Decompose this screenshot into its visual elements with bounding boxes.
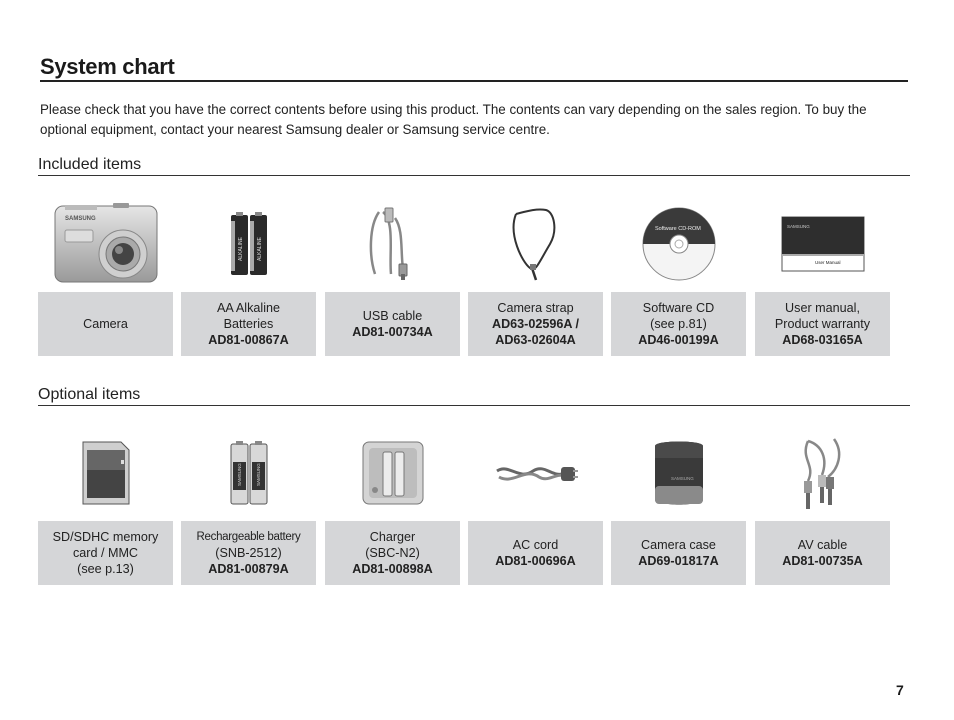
optional-items-heading: Optional items [38,385,910,406]
camera-image [38,196,173,292]
page-title: System chart [40,54,908,82]
optional-item-label: Camera case AD69-01817A [611,521,746,585]
usb-cable-image [325,196,460,292]
included-items-heading: Included items [38,155,910,176]
cd-text: Software CD-ROM [654,226,701,232]
intro-paragraph: Please check that you have the correct contents before using this product. The contents can vary depending on the sales region. To buy the optional equipment, contact your nearest Samsung dealer or Samsung service centre. [40,102,867,137]
software-cd-image [611,196,746,292]
included-item-label: USB cable AD81-00734A [325,292,460,356]
rbattery-text: SAMSUNG [236,463,242,486]
camera-case-image [611,425,746,521]
rechargeable-battery-image [181,425,316,521]
included-item-label: Camera [38,292,173,356]
camera-brand-text: SAMSUNG [64,216,96,222]
page-number: 7 [896,682,904,698]
optional-item-label: Rechargeable battery (SNB-2512) AD81-00879A [181,521,316,585]
ac-cord-image [468,425,603,521]
optional-item-label: SD/SDHC memory card / MMC (see p.13) [38,521,173,585]
included-item-label: AA Alkaline Batteries AD81-00867A [181,292,316,356]
battery-text: ALKALINE [237,237,244,261]
aa-battery-image [181,196,316,292]
camera-strap-image [468,196,603,292]
optional-item-label: AV cable AD81-00735A [755,521,890,585]
included-item-label: Software CD (see p.81) AD46-00199A [611,292,746,356]
memory-card-image [38,425,173,521]
battery-text: ALKALINE [256,237,263,261]
charger-image [325,425,460,521]
case-brand-text: SAMSUNG [670,476,694,481]
manual-text: User Manual [814,260,841,265]
optional-item-label: Charger (SBC-N2) AD81-00898A [325,521,460,585]
user-manual-image [755,196,890,292]
manual-brand-text: SAMSUNG [786,224,810,229]
rbattery-text: SAMSUNG [255,463,261,486]
optional-item-label: AC cord AD81-00696A [468,521,603,585]
av-cable-image [755,425,890,521]
included-item-label: Camera strap AD63-02596A / AD63-02604A [468,292,603,356]
included-item-label: User manual, Product warranty AD68-03165A [755,292,890,356]
